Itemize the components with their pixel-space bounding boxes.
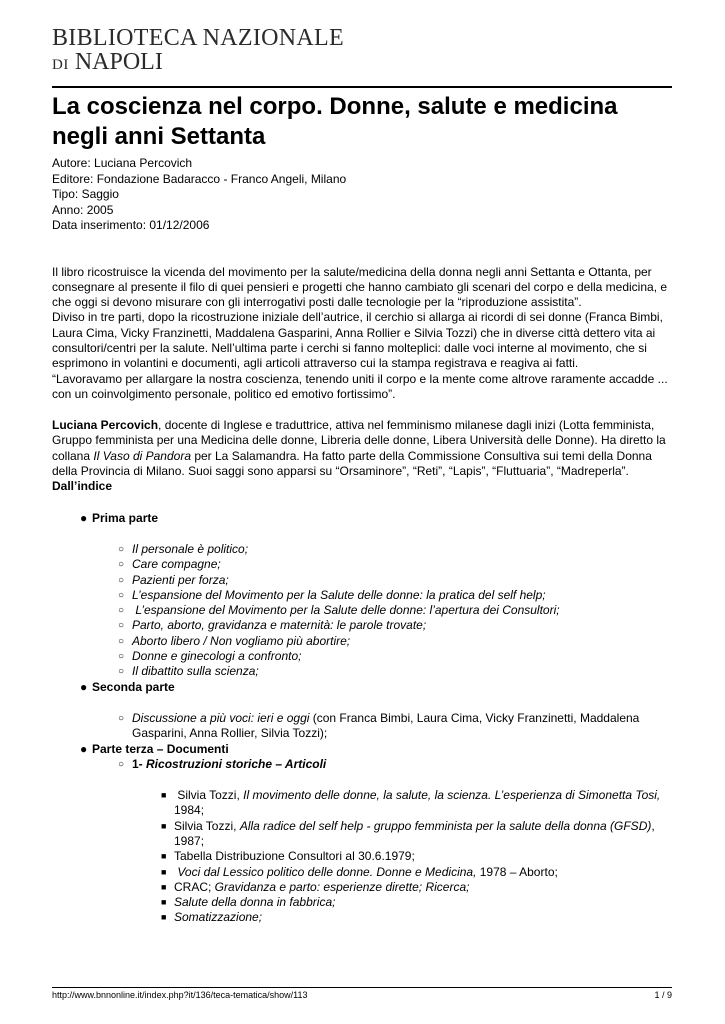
circle-bullet-icon: ○ (118, 543, 125, 555)
circle-bullet-icon: ○ (118, 712, 125, 724)
footer-divider (52, 987, 672, 988)
list-item (52, 511, 672, 680)
author-bio (52, 418, 672, 479)
bullet-icon: ● (80, 679, 88, 694)
square-bullet-icon: ■ (161, 881, 167, 892)
list-item: ○ Care compagne; (118, 557, 221, 572)
part-1-list (52, 542, 672, 680)
page-title: La coscienza nel corpo. Donne, salute e medicina negli anni Settanta (52, 93, 618, 150)
circle-bullet-icon: ○ (118, 589, 125, 601)
list-item: ■ Silvia Tozzi, Il movimento delle donne, la salute, la scienza. L’esperienza di Simonetta Tosi, 1984; (161, 788, 661, 818)
square-bullet-icon: ■ (161, 866, 167, 877)
page-number: 1 / 9 (654, 990, 672, 1000)
header-divider (52, 86, 672, 88)
logo-napoli: NAPOLI (74, 49, 163, 75)
list-item: ○ Pazienti per forza; (118, 572, 229, 587)
index-heading: Dall’indice (52, 479, 113, 494)
list-item: ■ Silvia Tozzi, Alla radice del self help - gruppo femminista per la salute della donna (GFSD), 1987; (161, 818, 655, 848)
logo-di: DI (52, 57, 69, 73)
circle-bullet-icon: ○ (118, 666, 125, 678)
list-item: ○ Donne e ginecologi a confronto; (118, 649, 302, 664)
series-name: Il Vaso di Pandora (93, 448, 191, 463)
list-item: ○ 1- Ricostruzioni storiche – Articoli ■ Silvia Tozzi, Il movimento delle donne, la salute, la scienza. L’esperienza di Simonetta Tosi, 1984; ■ Silvia Tozzi, Alla radice del self help - gruppo femminista per la salute della donna (GFSD), 1987; ■ Tabella Distribuzione Consultori al 30.6.1979; ■ Voci dal Lessico politico delle donne. Donne e Medicina, 1978 – Aborto; ■ CRAC; Gravidanza e parto: esperienze dirette; Ricerca; ■ Salute della donna in fabbrica; ■ Somatizzazione; (52, 757, 672, 926)
meta-type: Tipo: Saggio (52, 187, 119, 201)
circle-bullet-icon: ○ (118, 635, 125, 647)
circle-bullet-icon: ○ (118, 758, 125, 770)
meta-publisher: Editore: Fondazione Badaracco - Franco Angeli, Milano (52, 171, 347, 186)
list-item: ○ Discussione a più voci: ieri e oggi (con Franca Bimbi, Laura Cima, Vicky Franzinetti, Maddalena Gasparini, Anna Rollier, Silvia Tozzi); (118, 710, 640, 741)
list-item: ○ Parto, aborto, gravidanza e maternità: le parole trovate; (118, 618, 427, 633)
square-bullet-icon: ■ (161, 790, 167, 801)
meta-author: Autore: Luciana Percovich (52, 156, 193, 170)
part-2-list (52, 711, 672, 742)
metadata-block (52, 156, 672, 234)
circle-bullet-icon: ○ (118, 574, 125, 586)
list-item: ■ CRAC; Gravidanza e parto: esperienze dirette; Ricerca; (161, 879, 470, 894)
square-bullet-icon: ■ (161, 851, 167, 862)
list-item: ■ Tabella Distribuzione Consultori al 30.6.1979; (161, 849, 415, 864)
library-logo (52, 26, 344, 77)
circle-bullet-icon: ○ (118, 651, 125, 663)
meta-date: Data inserimento: 01/12/2006 (52, 218, 210, 232)
list-item: ■ Somatizzazione; (161, 910, 263, 925)
square-bullet-icon: ■ (161, 897, 167, 908)
articles-list (52, 788, 672, 926)
index-list (52, 511, 672, 926)
list-item: ■ Voci dal Lessico politico delle donne. Donne e Medicina, 1978 – Aborto; (161, 864, 558, 879)
list-item: ○ L’espansione del Movimento per la Salute delle donne: la pratica del self help; (118, 587, 546, 602)
document-body (52, 92, 672, 926)
list-item: ■ Salute della donna in fabbrica; (161, 895, 336, 910)
part-1-title: Prima parte (92, 510, 159, 525)
circle-bullet-icon: ○ (118, 620, 125, 632)
page-footer (52, 990, 672, 1000)
square-bullet-icon: ■ (161, 912, 167, 923)
description-quote: “Lavoravamo per allargare la nostra coscienza, tenendo uniti il corpo e la mente come altrove raramente accadde ... con un coinvolgimento personale, politico ed emotivo fortissimo”. (52, 371, 668, 401)
list-item: ○ Aborto libero / Non vogliamo più abortire; (118, 633, 351, 648)
bio-text-1: , docente di Inglese e traduttrice, attiva nel femminismo milanese dagli inizi (Lotta femminista, Gruppo femminista per una Medicina delle donne, Libreria delle donne, Libera Università delle Donne). Ha diretto la collana (52, 418, 666, 463)
part-2-title: Seconda parte (92, 679, 175, 694)
logo-line-2 (52, 50, 344, 77)
circle-bullet-icon: ○ (118, 605, 125, 617)
square-bullet-icon: ■ (161, 820, 167, 831)
list-item (52, 742, 672, 926)
part-3-title: Parte terza – Documenti (92, 741, 229, 756)
list-item: ○ L’espansione del Movimento per la Salute delle donne: l’apertura dei Consultori; (118, 603, 560, 618)
list-item: ○ Il dibattito sulla scienza; (118, 664, 259, 679)
list-item: ○ Il personale è politico; (118, 541, 249, 556)
part-3-list (52, 757, 672, 926)
footer-url: http://www.bnnonline.it/index.php?it/136/teca-tematica/show/113 (52, 990, 308, 1000)
logo-line-1: BIBLIOTECA NAZIONALE (52, 25, 344, 51)
description-line-1: Il libro ricostruisce la vicenda del movimento per la salute/medicina della donna negli anni Settanta e Ottanta, per consegnare al presente il filo di quei pensieri e progetti che hanno cambiato gli scenari del corpo e della medicina, e che oggi si devono misurare con gli interrogativi posti dalle tecnologie per la “riproduzione assistita”. (52, 264, 668, 310)
meta-year: Anno: 2005 (52, 202, 114, 217)
description-paragraph (52, 265, 672, 403)
description-line-2: Diviso in tre parti, dopo la ricostruzione iniziale dell’autrice, il cerchio si allarga ai ricordi di sei donne (Franca Bimbi, Laura Cima, Vicky Franzinetti, Maddalena Gasparini, Anna Rollier e Silvia Tozzi) che in diverse città dettero vita ai consultori/centri per la salute. Nell’ultima parte i cerchi si fanno molteplici: dalle voci interne al movimento, che si esprimono in volantini e documenti, agli articoli attraverso cui la stampa registrava e reagiva ai fatti. (52, 310, 663, 371)
circle-bullet-icon: ○ (118, 559, 125, 571)
bio-text-2: per La Salamandra. Ha fatto parte della Commissione Consultiva sui temi della Donna della Provincia di Milano. Suoi saggi sono apparsi su “Orsaminore”, “Reti”, “Lapis”, “Fluttuaria”, “Madreperla”. (52, 448, 652, 479)
bullet-icon: ● (80, 510, 88, 525)
bullet-icon: ● (80, 741, 88, 756)
author-name: Luciana Percovich (52, 418, 159, 433)
list-item (52, 680, 672, 742)
